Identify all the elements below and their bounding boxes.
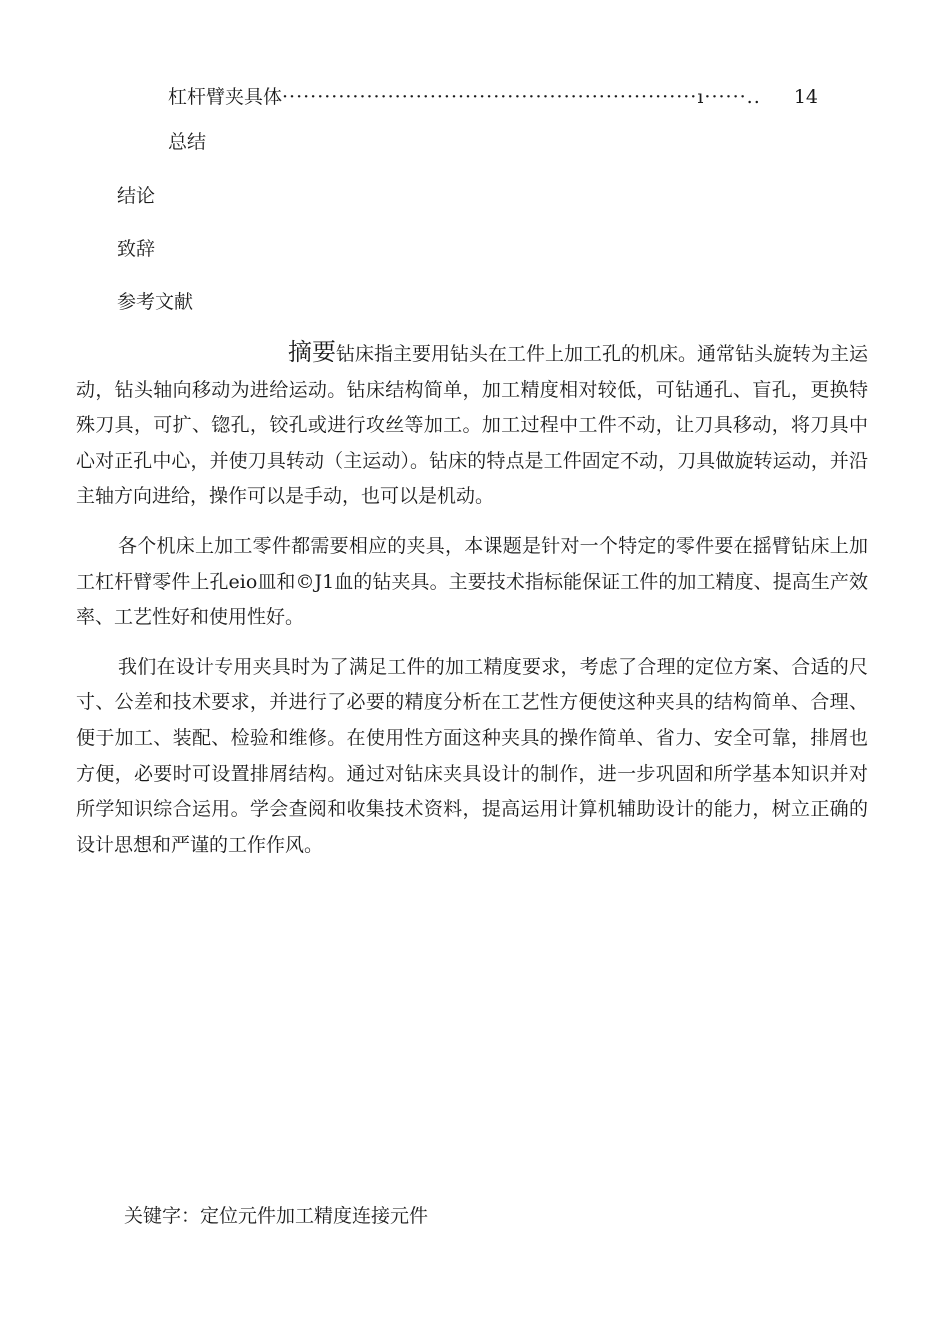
toc-entry (168, 85, 818, 109)
toc-entry (117, 290, 193, 314)
toc-entry (168, 130, 206, 154)
abstract-section (76, 335, 868, 877)
abstract-paragraph: 各个机床上加工零件都需要相应的夹具，本课题是针对一个特定的零件要在摇臂钻床上加工杠杆臂零件上孔eio皿和©J1血的钻夹具。主要技术指标能保证工件的加工精度、提高生产效率、工艺性好和使用性好。 (76, 534, 868, 629)
abstract-paragraph-text: 钻床指主要用钻头在工件上加工孔的机床。通常钻头旋转为主运动，钻头轴向移动为进给运动。钻床结构简单，加工精度相对较低，可钻通孔、盲孔，更换特殊刀具，可扩、锪孔，铰孔或进行攻丝等加工。加工过程中工件不动，让刀具移动，将刀具中心对正孔中心，并使刀具转动（主运动）。钻床的特点是工件固定不动，刀具做旋转运动，并沿主轴方向进给，操作可以是手动，也可以是机动。 (76, 343, 869, 508)
keywords-label: 关键字： (124, 1205, 201, 1227)
abstract-paragraph: 我们在设计专用夹具时为了满足工件的加工精度要求，考虑了合理的定位方案、合适的尺寸、公差和技术要求，并进行了必要的精度分析在工艺性方便使这种夹具的结构简单、合理、便于加工、装配、检验和维修。在使用性方面这种夹具的操作简单、省力、安全可靠，排屑也方便，必要时可设置排屑结构。通过对钻床夹具设计的制作，进一步巩固和所学基本知识并对所学知识综合运用。学会查阅和收集技术资料，提高运用计算机辅助设计的能力，树立正确的设计思想和严谨的工作作风。 (76, 655, 868, 856)
toc-entry-title: 总结 (168, 131, 207, 153)
toc-entry-title: 结论 (117, 185, 156, 207)
toc-entry-title: 致辞 (117, 238, 156, 260)
toc-entry (117, 184, 155, 208)
toc-leader-dots: ···························································ı······.. (282, 86, 761, 108)
abstract-paragraph (76, 335, 868, 515)
toc-entry-title: 参考文献 (117, 291, 194, 313)
keywords-line (124, 1204, 428, 1228)
toc-entry (117, 237, 155, 261)
toc-entry-title: 杠杆臂夹具体 (168, 86, 283, 108)
keywords-value: 定位元件加工精度连接元件 (200, 1205, 429, 1227)
toc-page-number: 14 (793, 86, 818, 108)
abstract-title: 摘要 (288, 338, 336, 366)
